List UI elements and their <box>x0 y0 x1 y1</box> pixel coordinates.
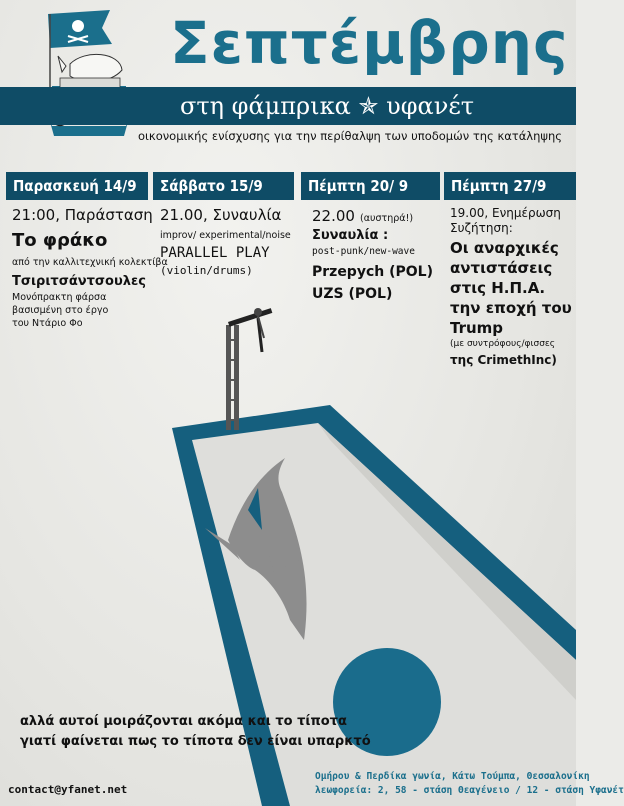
event-column-2 <box>160 206 300 278</box>
event-note: βασισμένη στο έργο <box>12 305 109 316</box>
address-line-1: Ομήρου & Περδίκα γωνία, Κάτω Τούμπα, Θεσσαλονίκη <box>315 771 590 782</box>
day-header-1: Παρασκευή 14/9 <box>6 172 148 200</box>
tagline: οικονομικής ενίσχυσης για την περίθαλψη των υποδομών της κατάληψης <box>138 129 563 143</box>
event-title: PARALLEL PLAY <box>160 245 270 261</box>
event-time: 21.00, Συναυλία <box>160 206 282 224</box>
event-title: Οι αναρχικές <box>450 239 559 257</box>
whale-icon <box>58 54 122 81</box>
event-note: (με συντρόφους/φισσες <box>450 339 556 349</box>
event-group: Τσιριτσάντσουλες <box>12 274 146 289</box>
event-title: αντιστάσεις <box>450 259 553 277</box>
quote <box>20 712 371 752</box>
event-column-3 <box>312 206 442 305</box>
event-title: την εποχή του <box>450 299 572 317</box>
address <box>315 770 624 798</box>
day-header-4: Πέμπτη 27/9 <box>444 172 576 200</box>
diving-board-icon <box>226 308 272 430</box>
event-time: 21:00, Παράσταση <box>12 206 153 224</box>
page-title: Σεπτέμβρης <box>170 9 569 77</box>
band-name: UZS (POL) <box>312 286 393 302</box>
event-note: της CrimethInc) <box>450 353 557 367</box>
event-time-row <box>312 206 442 226</box>
contact-email[interactable]: contact@yfanet.net <box>8 783 128 796</box>
event-type: Συναυλία : <box>312 228 389 243</box>
event-title: Το φράκο <box>12 230 108 251</box>
event-title: Trump <box>450 319 504 337</box>
event-note: Μονόπρακτη φάρσα <box>12 292 107 303</box>
event-time: 22.00 <box>312 207 355 225</box>
event-note: του Ντάριο Φο <box>12 318 83 329</box>
event-title: στις Η.Π.Α. <box>450 279 546 297</box>
event-column-4 <box>450 206 574 370</box>
event-note: (αυστηρά!) <box>360 213 414 224</box>
event-subtext: από την καλλιτεχνική κολεκτίβα <box>12 257 168 268</box>
event-time: 19.00, Ενημέρωση <box>450 206 561 220</box>
quote-line-1: αλλά αυτοί μοιράζονται ακόμα και το τίποτα <box>20 714 347 729</box>
event-genre: improv/ experimental/noise <box>160 230 291 241</box>
quote-line-2: γιατί φαίνεται πως το τίποτα δεν είναι υπαρκτό <box>20 734 371 749</box>
band-name: Przepych (POL) <box>312 264 433 280</box>
event-type: Συζήτηση: <box>450 221 513 235</box>
day-header-3: Πέμπτη 20/ 9 <box>301 172 440 200</box>
subtitle: στη φάμπρικα ✯ υφανέτ <box>180 92 475 120</box>
event-subtext: (violin/drums) <box>160 264 253 277</box>
address-line-2: λεωφορεία: 2, 58 - στάση Θεαγένειο / 12 - στάση Υφανέτ <box>315 785 624 796</box>
day-header-2: Σάββατο 15/9 <box>153 172 294 200</box>
event-column-1 <box>12 206 168 330</box>
pirate-flag-icon <box>48 10 112 48</box>
event-genre: post-punk/new-wave <box>312 246 415 257</box>
